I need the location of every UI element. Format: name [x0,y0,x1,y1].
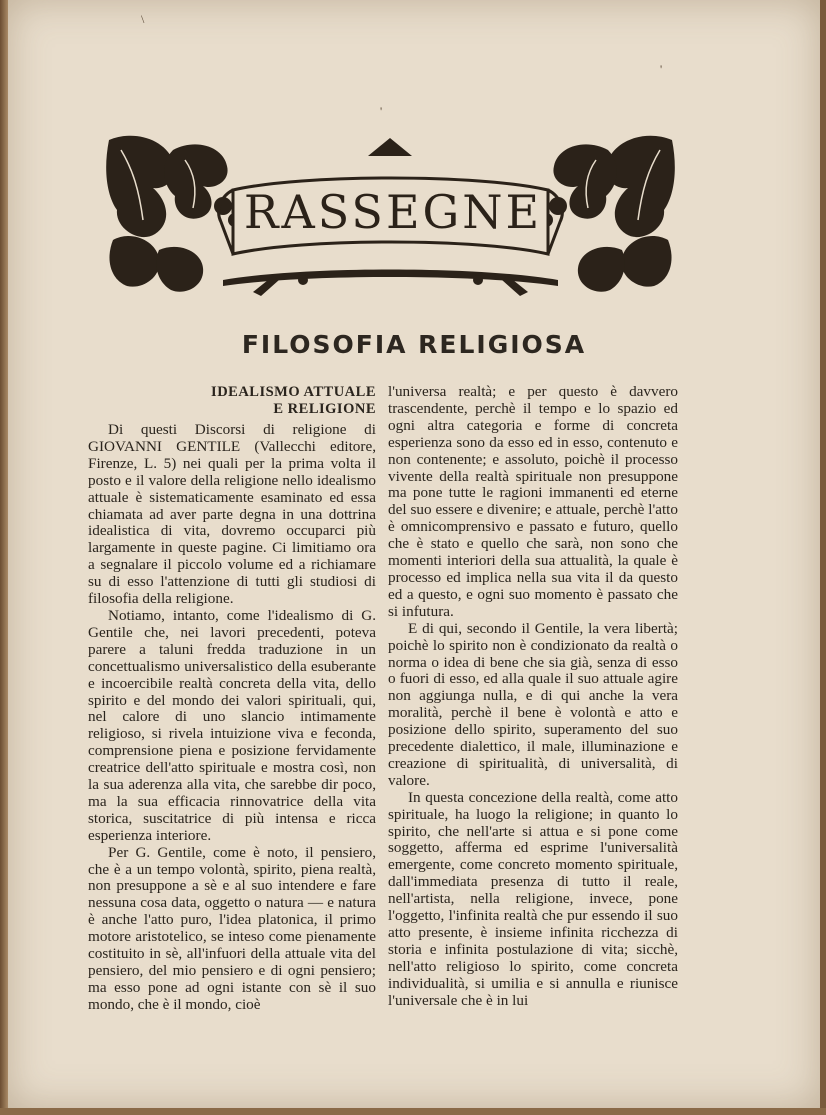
left-column [88,384,376,1014]
document-page [8,0,820,1108]
right-column [388,384,678,1010]
paragraph: In questa concezione della realtà, come atto spirituale, ha luogo la religione; in quanto lo spirito, che nell'arte si attua e si pone come soggetto, afferma ed esprime l'universalità emergente, come concreto momento spirituale, dall'immediata presenza di tutto il reale, nell'artista, nella religione, invece, pone l'oggetto, l'infinita realtà che pur essendo il suo atto presente, è insieme infinita ricchezza di storia e infinita postulazione di vita; sicchè, nell'atto religioso lo spirito, come concreta individualità, si umilia e si annulla e riunisce l'universale che è in lui [388,788,678,1009]
subheading-line: E RELIGIONE [273,401,376,417]
article-subheading [88,384,376,418]
margin-mark: ' [380,104,383,118]
rassegne-banner [103,130,678,302]
margin-mark: ' [660,62,663,76]
section-title: FILOSOFIA RELIGIOSA [241,330,587,359]
paragraph: l'universa realtà; e per questo è davvero trascendente, perchè il tempo e lo spazio ed ogni altra categoria e forme di concreta esperienza sono da esso ed in esso, contenuto e non contenente; e assoluto, poichè il processo vivente della realtà spirituale non presuppone ma pone tutte le ragioni immanenti ed eterne del suo essere e divenire; e attuale, perchè l'atto è omnicomprensivo e passato e futuro, quello che è stato e quello che sarà, non sono che momenti interiori della sua attualità, la quale è processo ed implica nella sua vita il da questo ed a questo, e ogni suo momento è passato che si infutura. [388,383,678,620]
banner-title: RASSEGNE [243,185,543,239]
paragraph: E di qui, secondo il Gentile, la vera libertà; poichè lo spirito non è condizionato da realtà o norma o idea di bene che sia già, senza di esso o fuori di esso, ed alla quale il suo attuale agire non aggiunga nulla, e di qui anche la vera moralità, perchè il bene è volontà e atto e posizione dello spirito, superamento del suo precedente dialettico, il male, illuminazione e creazione di spiritualità, di universalità, di valore. [388,619,678,789]
paragraph: Notiamo, intanto, come l'idealismo di G. Gentile che, nei lavori precedenti, poteva parere a taluni fredda traduzione in un concettualismo universalistico della esuberante e incoercibile realtà concreta della vita, dello spirito e del mondo dei valori spirituali, qui, nel calore di uno slancio intimamente religioso, si rivela intuizione viva e feconda, comprensione piena e posizione fervidamente creatrice dell'atto spirituale e mostra così, non la sua aderenza alla vita, che sarebbe dir poco, ma la sua efficacia rinnovatrice della vita storica, suscitatrice di più intensa e ricca esperienza interiore. [88,606,376,844]
book-bottom-edge [0,1108,826,1115]
subheading-line: IDEALISMO ATTUALE [211,384,376,400]
paragraph: Per G. Gentile, come è noto, il pensiero, che è a un tempo volontà, spirito, piena realtà, non presuppone a sè e al suo intendere e fare nessuna cosa data, oggetto o natura — e natura è anche l'atto puro, l'idea platonica, il primo motore aristotelico, se inteso come pienamente costituito in sè, all'infuori della attuale vita del pensiero, del mio pensiero e di ogni pensiero; ma esso pone ad ogni istante con sè il suo mondo, che è il mondo, cioè [88,843,376,1013]
book-spine-edge [0,0,8,1115]
margin-mark: \ [141,12,145,26]
paragraph: Di questi Discorsi di religione di GIOVANNI GENTILE (Vallecchi editore, Firenze, L. 5) nei quali per la prima volta il posto e il valore della religione nello idealismo attuale è sistematicamente esaminato ed essa chiamata ad aver parte degna in una dottrina idealistica di vita, dovremo occuparci più largamente in queste pagine. Ci limitiamo ora a segnalare il piccolo volume ed a richiamare su di esso l'attenzione di tutti gli studiosi di filosofia della religione. [88,421,376,608]
